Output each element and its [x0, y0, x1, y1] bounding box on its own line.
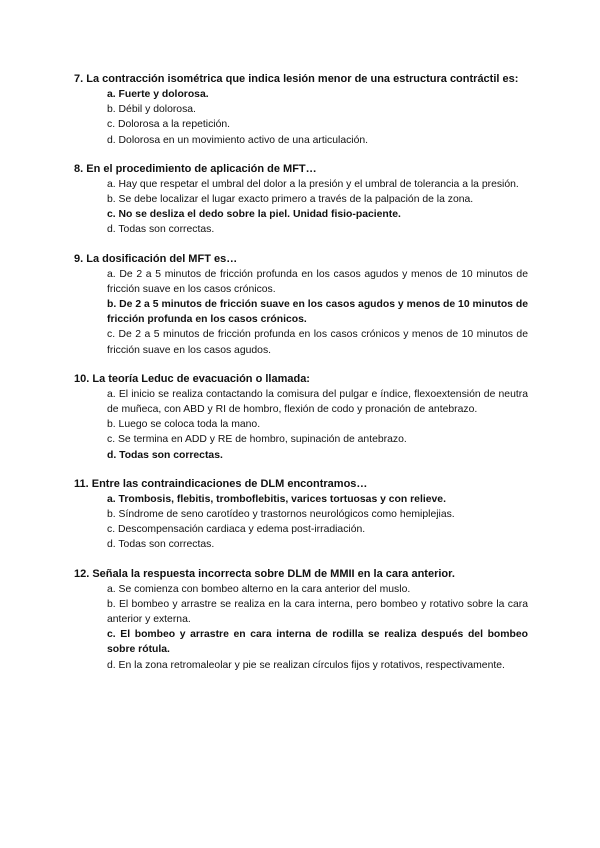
question-block: [74, 567, 528, 673]
answer-option: b. Débil y dolorosa.: [107, 104, 196, 116]
answer-option: d. En la zona retromaleolar y pie se realizan círculos fijos y rotativos, respectivamente.: [107, 659, 505, 671]
answer-option: d. Todas son correctas.: [107, 539, 215, 551]
answer-option: d. Dolorosa en un movimiento activo de una articulación.: [107, 134, 369, 146]
answer-options: [74, 87, 528, 148]
answer-option: c. Se termina en ADD y RE de hombro, supinación de antebrazo.: [107, 434, 407, 446]
question-title: 12. Señala la respuesta incorrecta sobre DLM de MMII en la cara anterior.: [74, 567, 455, 580]
answer-options: [74, 387, 528, 463]
answer-option: a. El inicio se realiza contactando la comisura del pulgar e índice, flexoextensión de neutra de muñeca, con ABD y RI de hombro, flexión de codo y pronación de antebrazo.: [107, 388, 528, 416]
question-title: 7. La contracción isométrica que indica lesión menor de una estructura contráctil es:: [74, 73, 519, 85]
question-block: [74, 252, 528, 358]
answer-option: b. Luego se coloca toda la mano.: [107, 419, 261, 431]
answer-option-correct: a. Trombosis, flebitis, tromboflebitis, varices tortuosas y con relieve.: [107, 493, 446, 505]
question-list: [74, 72, 528, 673]
question-block: [74, 162, 528, 238]
answer-options: [74, 177, 528, 238]
answer-option: a. Hay que respetar el umbral del dolor a la presión y el umbral de tolerancia a la presión.: [107, 178, 519, 190]
answer-option: a. Se comienza con bombeo alterno en la cara anterior del muslo.: [107, 583, 411, 595]
question-title: 9. La dosificación del MFT es…: [74, 252, 238, 265]
answer-option: b. Se debe localizar el lugar exacto primero a través de la palpación de la zona.: [107, 194, 474, 206]
answer-option: b. Síndrome de seno carotídeo y trastornos neurológicos como hemiplejias.: [107, 509, 455, 521]
question-block: [74, 372, 528, 463]
answer-option: c. Dolorosa a la repetición.: [107, 119, 231, 131]
answer-options: [74, 582, 528, 673]
answer-option: c. Descompensación cardiaca y edema post-irradiación.: [107, 524, 366, 536]
question-title: 8. En el procedimiento de aplicación de MFT…: [74, 162, 317, 175]
answer-option-correct: c. No se desliza el dedo sobre la piel. Unidad fisio-paciente.: [107, 209, 401, 221]
answer-option: b. El bombeo y arrastre se realiza en la cara interna, pero bombeo y rotativo sobre la cara anterior y externa.: [107, 598, 528, 626]
question-block: [74, 477, 528, 553]
answer-options: [74, 267, 528, 358]
answer-option-correct: a. Fuerte y dolorosa.: [107, 89, 209, 100]
answer-options: [74, 492, 528, 553]
answer-option: d. Todas son correctas.: [107, 224, 215, 236]
answer-option-correct: d. Todas son correctas.: [107, 449, 223, 461]
question-title: 10. La teoría Leduc de evacuación o llamada:: [74, 372, 310, 385]
question-title: 11. Entre las contraindicaciones de DLM encontramos…: [74, 477, 368, 490]
answer-option: a. De 2 a 5 minutos de fricción profunda en los casos agudos y menos de 10 minutos de fricción suave en los casos crónicos.: [107, 268, 528, 295]
answer-option: c. De 2 a 5 minutos de fricción profunda en los casos crónicos y menos de 10 minutos de fricción suave en los casos agudos.: [107, 329, 528, 356]
answer-option-correct: b. De 2 a 5 minutos de fricción suave en los casos agudos y menos de 10 minutos de fricción profunda en los casos crónicos.: [107, 299, 528, 326]
answer-option-correct: c. El bombeo y arrastre en cara interna de rodilla se realiza después del bombeo sobre rótula.: [107, 629, 528, 656]
question-block: [74, 72, 528, 148]
